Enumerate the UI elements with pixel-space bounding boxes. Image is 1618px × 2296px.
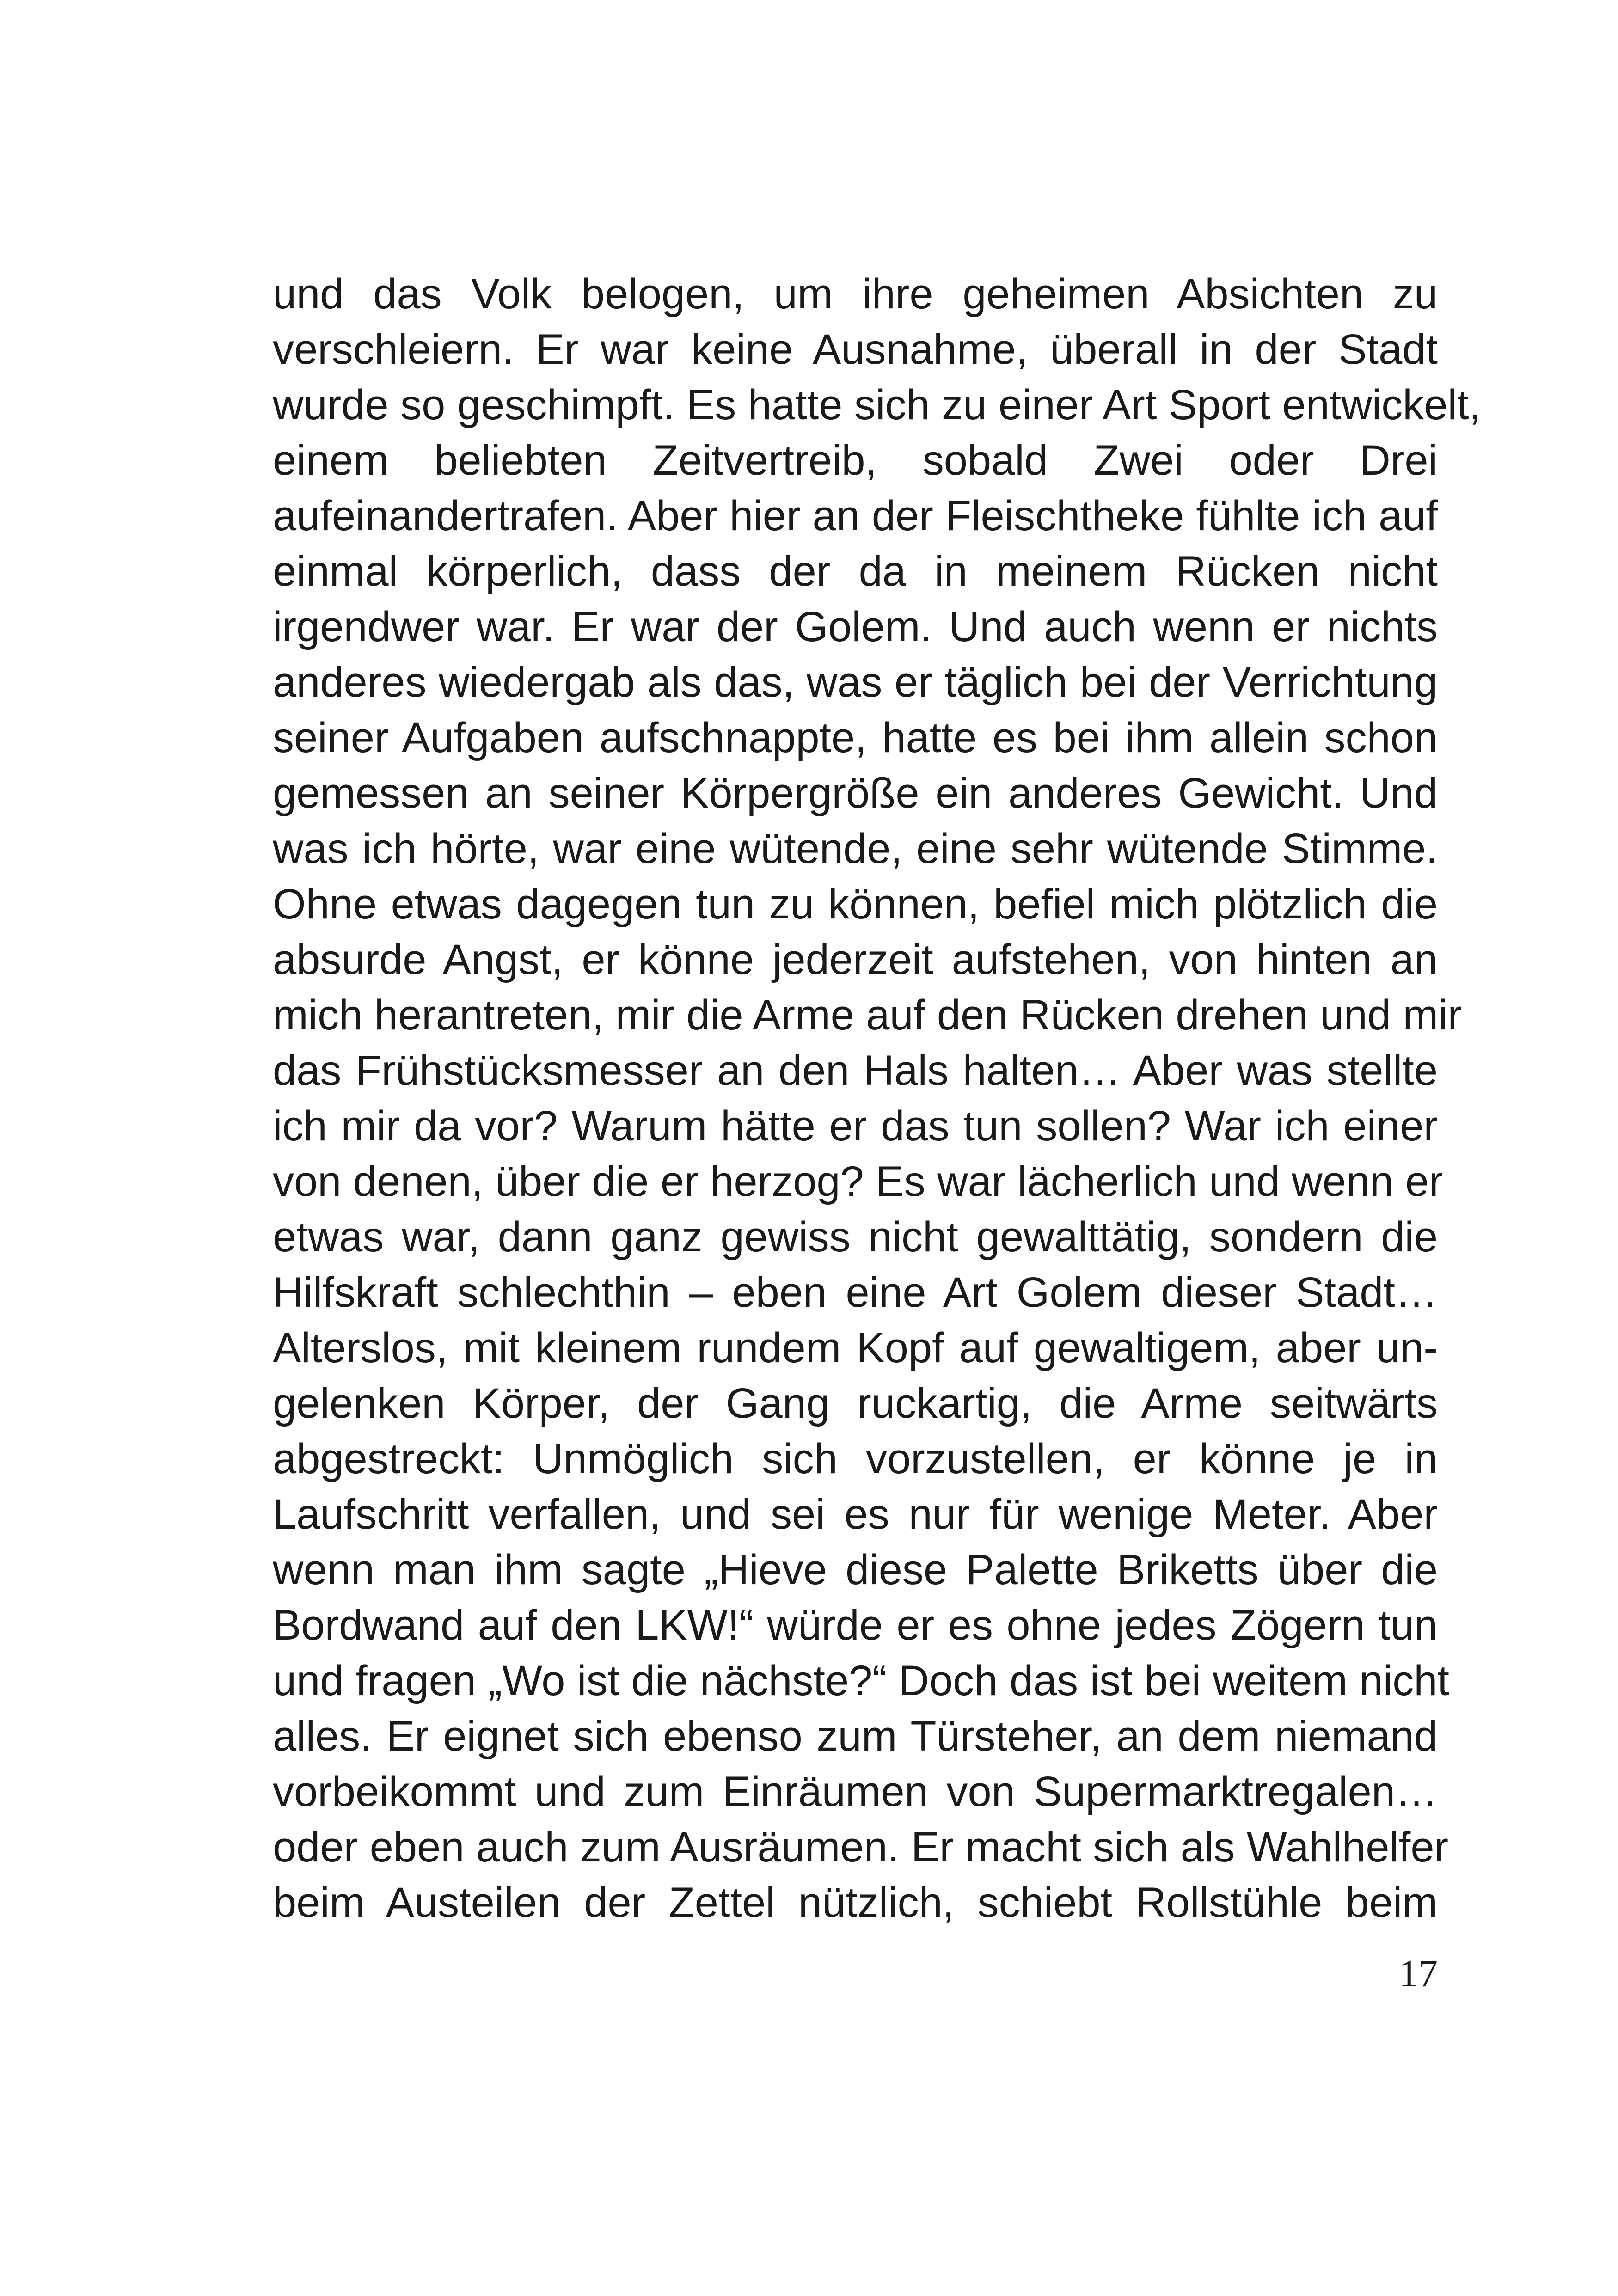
text-line: und fragen „Wo ist die nächste?“ Doch das ist bei weitem nicht [273,1657,1449,1704]
text-line: Ohne etwas dagegen tun zu können, befiel mich plötzlich die [273,881,1438,928]
body-text [273,266,1481,1930]
text-line: etwas war, dann ganz gewiss nicht gewalttätig, sondern die [273,1213,1438,1261]
text-line: aufeinandertrafen. Aber hier an der Fleischtheke fühlte ich auf [273,492,1438,539]
text-line: abgestreckt: Unmöglich sich vorzustellen, er könne je in [273,1435,1438,1482]
text-line: Alterslos, mit kleinem rundem Kopf auf gewaltigem, aber un- [273,1324,1438,1371]
text-line: alles. Er eignet sich ebenso zum Türsteher, an dem niemand [273,1713,1438,1760]
text-line: und das Volk belogen, um ihre geheimen Absichten zu [273,270,1438,318]
text-line: was ich hörte, war eine wütende, eine sehr wütende Stimme. [273,825,1438,872]
text-line: mich herantreten, mir die Arme auf den Rücken drehen und mir [273,992,1462,1039]
text-line: irgendwer war. Er war der Golem. Und auch wenn er nichts [273,603,1438,650]
text-line: das Frühstücksmesser an den Hals halten… Aber was stellte [273,1047,1438,1094]
text-line: Laufschritt verfallen, und sei es nur für wenige Meter. Aber [273,1491,1438,1538]
text-line: verschleiern. Er war keine Ausnahme, überall in der Stadt [273,326,1438,373]
text-line: vorbeikommt und zum Einräumen von Supermarktregalen… [273,1768,1438,1815]
text-line: ich mir da vor? Warum hätte er das tun sollen? War ich einer [273,1102,1438,1150]
text-line: Bordwand auf den LKW!“ würde er es ohne jedes Zögern tun [273,1602,1438,1649]
text-line: beim Austeilen der Zettel nützlich, schiebt Rollstühle beim [273,1879,1438,1926]
text-line: anderes wiedergab als das, was er täglich bei der Verrichtung [273,659,1438,706]
text-line: einem beliebten Zeitvertreib, sobald Zwei oder Drei [273,437,1438,484]
text-line: seiner Aufgaben aufschnappte, hatte es bei ihm allein schon [273,714,1438,761]
text-line: wurde so geschimpft. Es hatte sich zu einer Art Sport entwickelt, [273,381,1481,429]
text-line: von denen, über die er herzog? Es war lächerlich und wenn er [273,1158,1443,1205]
text-line: oder eben auch zum Ausräumen. Er macht sich als Wahlhelfer [273,1824,1449,1871]
text-line: gelenken Körper, der Gang ruckartig, die Arme seitwärts [273,1380,1438,1427]
text-line: einmal körperlich, dass der da in meinem Rücken nicht [273,548,1438,595]
text-line: Hilfskraft schlechthin – eben eine Art Golem dieser Stadt… [273,1269,1438,1316]
text-line: gemessen an seiner Körpergröße ein anderes Gewicht. Und [273,770,1438,817]
text-line: wenn man ihm sagte „Hieve diese Palette Briketts über die [273,1546,1438,1593]
text-line: absurde Angst, er könne jederzeit aufstehen, von hinten an [273,936,1438,983]
page-number: 17 [1399,1952,1438,1995]
